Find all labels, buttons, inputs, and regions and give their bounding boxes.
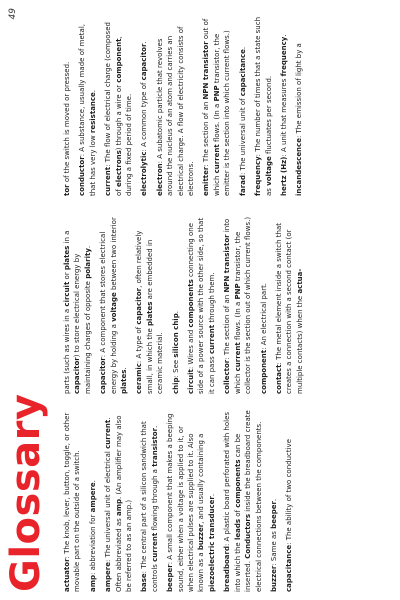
glossary-term: conductor [78,156,87,196]
cross-reference-term: transistor [150,427,159,467]
glossary-entry [253,14,274,196]
glossary-term: current [104,166,113,196]
definition-text: flows. (In a [212,101,221,145]
definition-text: : The section of an [223,292,232,360]
definition-text: : A small component that makes a beeping sound, either when a voltage is applied to it, or when electrical pulses are supplied to it. Also known as a [166,413,206,592]
definition-text: : An electrical part. [259,282,268,350]
cross-reference-term: tor [63,184,71,196]
glossary-term: farad [238,175,247,196]
glossary-term: actuator [63,558,71,592]
definition-text: . [88,89,97,93]
definition-text: . [140,41,149,44]
cross-reference-term: plates [63,245,71,271]
cross-reference-term: plates [145,301,154,326]
definition-text: : A plastic board perforated with holes into which the [223,411,242,592]
definition-text: : A type of [135,324,144,364]
glossary-column-3 [62,14,392,196]
cross-reference-term: actua- [295,268,304,294]
cross-reference-term: NPN transistor [202,41,211,100]
definition-text: of the switch is moved or pressed. [63,61,71,185]
cross-reference-term: capacitor [135,287,144,325]
glossary-term: amp [88,574,97,592]
definition-text: between two interior [109,217,118,293]
definition-text: : See [171,357,180,378]
definition-text: . [171,311,180,314]
glossary-entry [165,410,217,592]
cross-reference-term: components [233,459,242,508]
cross-reference-term: ampere [88,482,97,513]
cross-reference-term: capacitor [140,43,149,81]
definition-text: connecting one side of a power source with the other side, so that it can pass [187,217,216,394]
definition-text: : Wires and [187,327,196,370]
glossary-entry [294,14,304,196]
definition-text: transistor, the collector is the section out of which current flows.) [233,216,253,394]
cross-reference-term: PNP [233,283,242,300]
cross-reference-term: current [212,144,221,174]
cross-reference-term: polarity [83,248,92,279]
glossary-entry [134,212,165,394]
glossary-term: hertz (Hz) [279,156,288,196]
glossary-entry [186,212,217,394]
cross-reference-term: circuit [63,281,71,307]
definition-text: . Often abbreviated as [104,417,123,592]
definition-text: . [269,498,278,502]
glossary-term: chip [171,377,180,394]
cross-reference-term: current [150,532,159,562]
definition-text: parts (such as wires in a [63,306,71,394]
glossary-term: circuit [187,369,196,394]
glossary-entry [279,14,289,196]
cross-reference-term: amp [114,498,123,516]
definition-text: are embedded in ceramic material. [145,239,165,394]
cross-reference-term: current [233,342,242,372]
definition-text: ) to store electrical energy by maintaining charges of opposite [73,253,92,394]
definition-text: : A component that stores electrical energy by holding a [99,231,118,394]
glossary-entry [88,410,98,592]
definition-text: : A substance, usually made of metal, that has very low [78,23,97,196]
definition-text: flowing through a [150,466,159,533]
cross-reference-term: current [207,324,216,355]
glossary-entry [171,212,181,394]
definition-text: of [233,507,242,519]
glossary-term: frequency [254,156,263,196]
glossary-term: capacitance [285,544,294,592]
glossary-entry [62,410,83,592]
glossary-entry [201,14,232,196]
definition-text: : The section of an [202,99,211,167]
definition-text: . [150,425,159,428]
definition-text: : A common type of [140,80,149,152]
definition-text: : The ability of two conductive [285,438,294,545]
glossary-entry [284,410,294,592]
definition-text: : The number of times that a state such as [254,16,273,196]
glossary-term: beeper [166,564,175,592]
glossary-entry [269,410,279,592]
glossary-column-2 [62,212,392,394]
glossary-term: emitter [202,166,211,196]
definition-text: . (An amplifier may also be referred to as an amp.) [114,415,134,592]
definition-text: , during a fixed period of time. [114,36,134,196]
definition-text: : The universal unit of electrical [104,448,113,563]
glossary-entry [238,14,248,196]
definition-text: . [279,34,288,37]
definition-text: : The universal unit of [238,96,247,176]
definition-text: : The central part of a silicon sandwich that controls [140,421,159,592]
glossary-term: ceramic [135,363,144,394]
cross-reference-term: component [114,38,123,83]
definition-text: can be inserted. [233,433,253,592]
glossary-term: electrolytic [140,151,149,196]
definition-text: . [83,245,92,249]
cross-reference-term: NPN transistor [223,234,232,293]
cross-reference-term: plates [120,369,129,394]
cross-reference-term: beeper [269,501,278,529]
glossary-term: incandescence [295,138,304,196]
definition-text: transistor, the emitter is the section into which current flows.) [212,30,232,196]
definition-text: : The metal element inside a switch that creates a connection with a second contact (or multiple contacts) when the [274,222,304,394]
glossary-entry [103,14,134,196]
glossary-entry [77,14,98,196]
cross-reference-term: voltage [264,156,273,186]
definition-text: fluctuates per second. [264,75,273,157]
definition-text: inside the breadboard create electrical connections between the components. [244,410,263,592]
glossary-entry [139,14,149,196]
glossary-entry [62,14,72,196]
cross-reference-term: electrons [114,150,123,188]
glossary-entry [98,212,129,394]
definition-text: . [120,367,129,370]
glossary-entry [259,212,269,394]
definition-text: . [88,480,97,483]
definition-text: : Same as [269,528,278,566]
glossary-term: contact [274,364,283,394]
cross-reference-term: resistance [88,92,97,134]
cross-reference-term: buzzer [197,523,206,551]
definition-text: : A subatomic particle that revolves around the nucleus of an atom and carries an electrical charge. A flow of electricity consists of electrons. [155,26,196,196]
glossary-term: collector [223,359,232,394]
glossary-entry [139,410,160,592]
definition-text: or [63,270,71,282]
glossary-term: breadboard [223,546,232,592]
cross-reference-term: components [187,279,196,328]
definition-text: : The flow of electrical charge (composed of [104,22,123,196]
page-title: Glossary [3,393,49,592]
definition-text: into which [223,218,242,394]
definition-text: , often relatively small, in which the [135,230,154,394]
glossary-term: base [140,573,149,592]
glossary-entry [222,212,253,394]
definition-text: flows. (In a [233,299,242,343]
glossary-entry [274,212,305,394]
definition-text: through them. [207,272,216,325]
cross-reference-term: frequency [279,36,288,77]
definition-text: . [207,493,216,497]
glossary-column-1 [62,410,392,592]
glossary-term: electron [155,163,164,196]
cross-reference-term: capacitance [238,49,247,97]
glossary-term: component [259,349,268,394]
cross-reference-term: leads [233,518,242,541]
glossary-entry [62,212,93,394]
cross-reference-term: capacitor [73,357,82,394]
cross-reference-term: current [104,419,113,449]
definition-text: : The knob, lever, button, toggle, or other movable part on the outside of a switch. [63,412,82,592]
cross-reference-term: piezoelectric transducer [207,496,216,592]
cross-reference-term: PNP [212,85,221,102]
glossary-entry [155,14,197,196]
definition-text: out of which [202,18,221,196]
definition-text: . [238,46,247,50]
glossary-entry [222,410,264,592]
definition-text: in a [63,230,71,246]
definition-text: : A unit that measures [279,76,288,157]
cross-reference-term: Conductors [244,513,253,559]
glossary-term: buzzer [269,565,278,592]
cross-reference-term: silicon chip [171,313,180,358]
glossary-term: ampere [104,562,113,592]
definition-text: : The emission of light by a [295,43,304,139]
glossary-term: capacitor [99,357,108,394]
glossary-entry [103,410,134,592]
page-number: 49 [8,8,18,20]
definition-text: ) through a wire or [114,82,123,151]
definition-text: : abbreviation for [88,512,97,575]
definition-text: , and usually containing a [197,433,206,524]
cross-reference-term: voltage [109,292,118,322]
